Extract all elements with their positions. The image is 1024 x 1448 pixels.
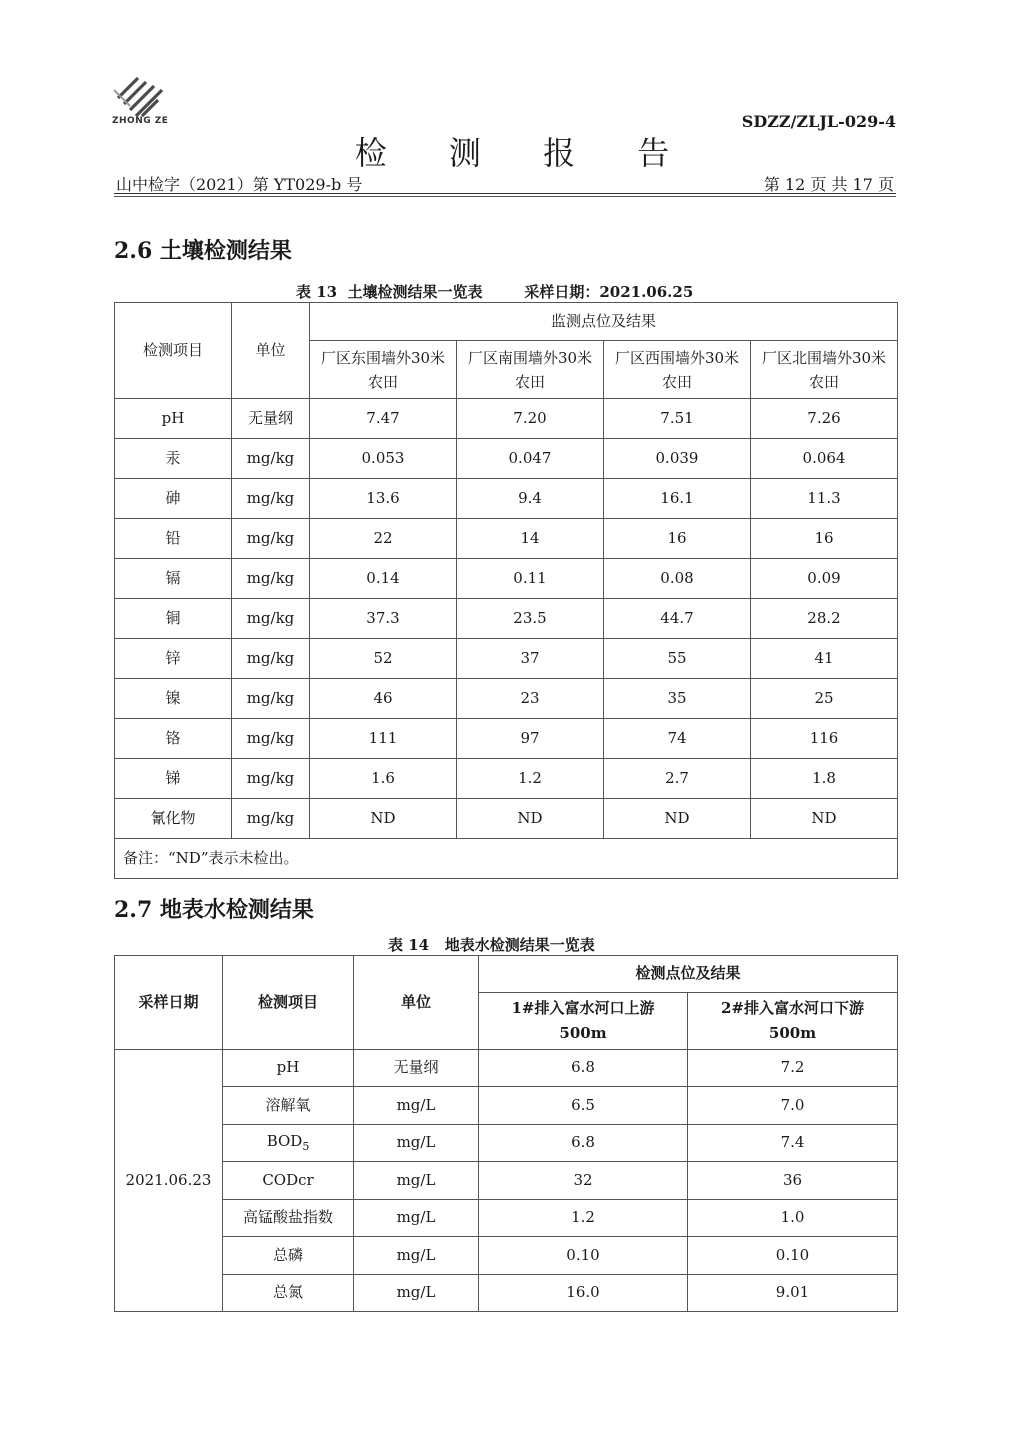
row-item: 总磷 bbox=[223, 1237, 354, 1275]
row-item: pH bbox=[223, 1050, 354, 1087]
document-code: SDZZ/ZLJL-029-4 bbox=[741, 112, 896, 131]
row-unit: mg/kg bbox=[232, 679, 310, 719]
table-row bbox=[115, 1237, 898, 1275]
col-header-unit: 单位 bbox=[232, 303, 310, 399]
row-item: 砷 bbox=[115, 479, 232, 519]
section-title-soil: 2.6 土壤检测结果 bbox=[114, 238, 292, 264]
table-row bbox=[115, 599, 898, 639]
cell-value: 0.10 bbox=[479, 1237, 688, 1275]
cell-value: 1.6 bbox=[310, 759, 457, 799]
row-item: 铜 bbox=[115, 599, 232, 639]
cell-value: 16.0 bbox=[479, 1275, 688, 1312]
table-row bbox=[115, 399, 898, 439]
cell-value: 32 bbox=[479, 1162, 688, 1200]
cell-value: 35 bbox=[604, 679, 751, 719]
cell-value: 0.09 bbox=[751, 559, 898, 599]
row-unit: mg/kg bbox=[232, 519, 310, 559]
row-item: 汞 bbox=[115, 439, 232, 479]
table-row bbox=[115, 519, 898, 559]
row-unit: mg/L bbox=[354, 1125, 479, 1162]
cell-value: ND bbox=[310, 799, 457, 839]
table-note: 备注：“ND”表示未检出。 bbox=[115, 839, 898, 879]
cell-value: 46 bbox=[310, 679, 457, 719]
row-item: 氰化物 bbox=[115, 799, 232, 839]
cell-value: 0.039 bbox=[604, 439, 751, 479]
cell-value: 74 bbox=[604, 719, 751, 759]
cell-value: 6.8 bbox=[479, 1050, 688, 1087]
table-row bbox=[115, 1162, 898, 1200]
table14-caption: 表 14 地表水检测结果一览表 bbox=[388, 936, 595, 954]
row-unit: mg/kg bbox=[232, 799, 310, 839]
cell-value: 16 bbox=[751, 519, 898, 559]
cell-value: 16.1 bbox=[604, 479, 751, 519]
cell-value: 0.10 bbox=[688, 1237, 898, 1275]
cell-value: 37.3 bbox=[310, 599, 457, 639]
row-unit: mg/kg bbox=[232, 639, 310, 679]
row-unit: 无量纲 bbox=[354, 1050, 479, 1087]
cell-value: 22 bbox=[310, 519, 457, 559]
cell-value: 14 bbox=[457, 519, 604, 559]
table-row bbox=[115, 1087, 898, 1125]
cell-value: 55 bbox=[604, 639, 751, 679]
cell-value: 0.047 bbox=[457, 439, 604, 479]
report-number: 山中检字（2021）第 YT029-b 号 bbox=[116, 175, 363, 194]
table-row bbox=[115, 719, 898, 759]
header-divider-thin bbox=[114, 196, 896, 197]
cell-value: 7.4 bbox=[688, 1125, 898, 1162]
row-item: 锌 bbox=[115, 639, 232, 679]
cell-value: 1.8 bbox=[751, 759, 898, 799]
row-item: CODcr bbox=[223, 1162, 354, 1200]
cell-value: 0.14 bbox=[310, 559, 457, 599]
cell-value: 6.5 bbox=[479, 1087, 688, 1125]
cell-value: 1.2 bbox=[457, 759, 604, 799]
col-header-unit: 单位 bbox=[354, 956, 479, 1050]
site-header: 厂区南围墙外30米农田 bbox=[457, 341, 604, 399]
row-unit: mg/kg bbox=[232, 559, 310, 599]
col-header-group: 监测点位及结果 bbox=[310, 303, 898, 341]
cell-value: ND bbox=[604, 799, 751, 839]
cell-value: 116 bbox=[751, 719, 898, 759]
col-header-group: 检测点位及结果 bbox=[479, 956, 898, 993]
row-item: pH bbox=[115, 399, 232, 439]
cell-value: 7.0 bbox=[688, 1087, 898, 1125]
cell-value: 11.3 bbox=[751, 479, 898, 519]
table-row bbox=[115, 1125, 898, 1162]
table-row bbox=[115, 799, 898, 839]
cell-value: 6.8 bbox=[479, 1125, 688, 1162]
cell-value: 7.20 bbox=[457, 399, 604, 439]
surface-water-results-table bbox=[114, 955, 898, 1312]
cell-value: 7.2 bbox=[688, 1050, 898, 1087]
row-unit: mg/L bbox=[354, 1275, 479, 1312]
soil-results-table bbox=[114, 302, 898, 879]
table-row bbox=[115, 479, 898, 519]
table-row bbox=[115, 1050, 898, 1087]
cell-value: 1.2 bbox=[479, 1200, 688, 1237]
page-info: 第 12 页 共 17 页 bbox=[763, 175, 894, 194]
logo-text: ZHONG ZE bbox=[112, 116, 169, 126]
table13-caption: 表 13 土壤检测结果一览表 采样日期：2021.06.25 bbox=[296, 283, 694, 301]
row-item: 溶解氧 bbox=[223, 1087, 354, 1125]
cell-value: 16 bbox=[604, 519, 751, 559]
section-title-surface-water: 2.7 地表水检测结果 bbox=[114, 897, 314, 923]
row-unit: mg/L bbox=[354, 1237, 479, 1275]
cell-value: 23 bbox=[457, 679, 604, 719]
report-title: 检 测 报 告 bbox=[354, 134, 696, 172]
site-header: 厂区东围墙外30米农田 bbox=[310, 341, 457, 399]
table-row bbox=[115, 679, 898, 719]
row-unit: 无量纲 bbox=[232, 399, 310, 439]
col-header-date: 采样日期 bbox=[115, 956, 223, 1050]
cell-value: 36 bbox=[688, 1162, 898, 1200]
row-unit: mg/L bbox=[354, 1162, 479, 1200]
sampling-date: 2021.06.23 bbox=[115, 1050, 223, 1312]
cell-value: 44.7 bbox=[604, 599, 751, 639]
cell-value: 37 bbox=[457, 639, 604, 679]
row-unit: mg/kg bbox=[232, 479, 310, 519]
cell-value: 7.26 bbox=[751, 399, 898, 439]
row-unit: mg/kg bbox=[232, 719, 310, 759]
site-header: 2#排入富水河口下游500m bbox=[688, 993, 898, 1050]
row-item: 镉 bbox=[115, 559, 232, 599]
cell-value: 9.01 bbox=[688, 1275, 898, 1312]
cell-value: 0.11 bbox=[457, 559, 604, 599]
site-header: 1#排入富水河口上游500m bbox=[479, 993, 688, 1050]
cell-value: ND bbox=[457, 799, 604, 839]
cell-value: 23.5 bbox=[457, 599, 604, 639]
col-header-item: 检测项目 bbox=[223, 956, 354, 1050]
cell-value: 52 bbox=[310, 639, 457, 679]
table-row bbox=[115, 1200, 898, 1237]
cell-value: 13.6 bbox=[310, 479, 457, 519]
cell-value: 0.064 bbox=[751, 439, 898, 479]
cell-value: ND bbox=[751, 799, 898, 839]
row-item: 铅 bbox=[115, 519, 232, 559]
row-unit: mg/kg bbox=[232, 759, 310, 799]
cell-value: 9.4 bbox=[457, 479, 604, 519]
cell-value: 111 bbox=[310, 719, 457, 759]
cell-value: 28.2 bbox=[751, 599, 898, 639]
table-row bbox=[115, 439, 898, 479]
cell-value: 7.51 bbox=[604, 399, 751, 439]
cell-value: 41 bbox=[751, 639, 898, 679]
row-unit: mg/kg bbox=[232, 439, 310, 479]
site-header: 厂区西围墙外30米农田 bbox=[604, 341, 751, 399]
row-unit: mg/L bbox=[354, 1087, 479, 1125]
table-row bbox=[115, 559, 898, 599]
row-item bbox=[223, 1125, 354, 1162]
cell-value: 97 bbox=[457, 719, 604, 759]
cell-value: 0.053 bbox=[310, 439, 457, 479]
cell-value: 1.0 bbox=[688, 1200, 898, 1237]
row-item: 锑 bbox=[115, 759, 232, 799]
col-header-item: 检测项目 bbox=[115, 303, 232, 399]
table-row bbox=[115, 759, 898, 799]
row-item: 高锰酸盐指数 bbox=[223, 1200, 354, 1237]
cell-value: 2.7 bbox=[604, 759, 751, 799]
cell-value: 25 bbox=[751, 679, 898, 719]
table-row bbox=[115, 639, 898, 679]
row-item: 铬 bbox=[115, 719, 232, 759]
row-item: 镍 bbox=[115, 679, 232, 719]
row-item-subscript: 5 bbox=[302, 1139, 310, 1153]
table-row bbox=[115, 1275, 898, 1312]
site-header: 厂区北围墙外30米农田 bbox=[751, 341, 898, 399]
cell-value: 7.47 bbox=[310, 399, 457, 439]
row-unit: mg/kg bbox=[232, 599, 310, 639]
row-unit: mg/L bbox=[354, 1200, 479, 1237]
header-divider bbox=[114, 193, 896, 194]
row-item: 总氮 bbox=[223, 1275, 354, 1312]
logo-stripes-icon bbox=[108, 70, 172, 120]
row-item-text: BOD bbox=[266, 1131, 303, 1150]
cell-value: 0.08 bbox=[604, 559, 751, 599]
